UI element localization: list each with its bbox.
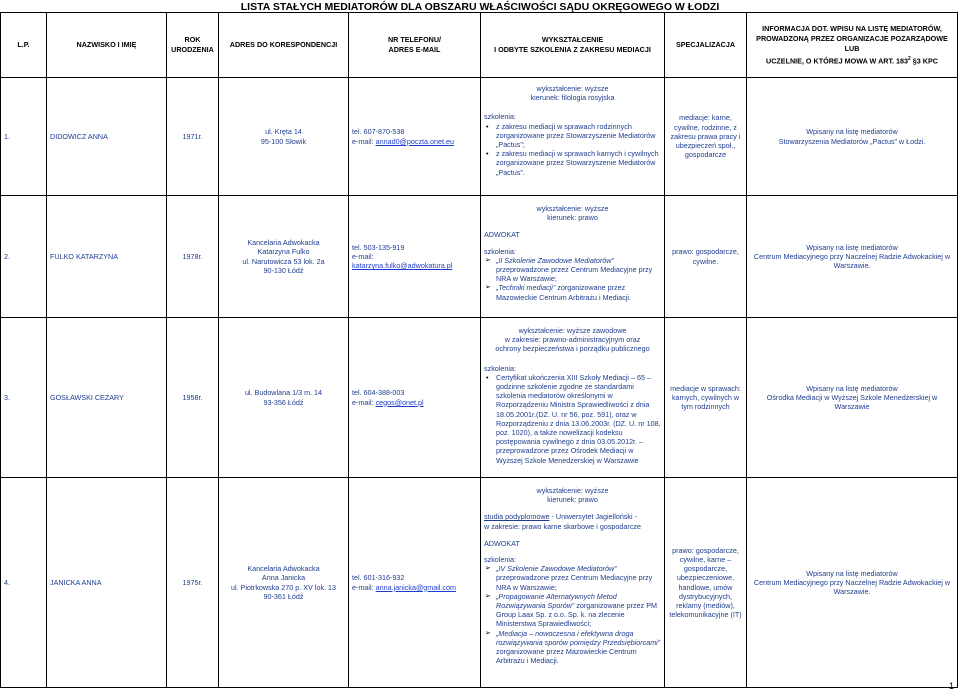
page-title: LISTA STAŁYCH MEDIATORÓW DLA OBSZARU WŁAŚCIWOŚCI SĄDU OKRĘGOWEGO W ŁODZI (240, 1, 720, 13)
header-address: ADRES DO KORESPONDENCJI (219, 13, 349, 78)
row-specialization: mediacje: karne, cywilne, rodzinne, z zakresu prawa pracy i ubezpieczeń społ., gospodarcze (665, 78, 747, 196)
row-specialization: mediacje w sprawach: karnych, cywilnych w tym rodzinnych (665, 318, 747, 478)
header-education: WYKSZTAŁCENIE I ODBYTE SZKOLENIA Z ZAKRESU MEDIACJI (481, 13, 665, 78)
row-lp: 4. (1, 478, 47, 688)
table-row (1, 196, 958, 318)
row-name: GOSŁAWSKI CEZARY (47, 318, 167, 478)
row-address: ul. Budowlana 1/3 m. 14 93-356 Łódź (219, 318, 349, 478)
row-education: wykształcenie: wyższe kierunek: prawo ADWOKAT szkolenia: ➢ „II Szkolenie Zawodowe Mediatorów” przeprowadzone przez Centrum Mediacyjne przy NRA w Warszawie; ➢ „Techniki mediacji” zorganizowane przez Mazowieckie Centrum Arbitrażu i Mediacji. (481, 196, 665, 318)
table-row (1, 318, 958, 478)
row-education: wykształcenie: wyższe zawodowe w zakresie: prawno-administracyjnym oraz ochrony bezpieczeństwa i porządku publicznego szkolenia: • Certyfikat ukończenia XIII Szkoły Mediacji – 65 – godzinne szkolenie zgodne ze standardami szkolenia mediatorów określonymi w Rozporządzeniu Ministra Sprawiedliwości z dnia 18.05.2001r.(DZ. U. nr 56, poz. 591), oraz w Rozporządzeniu z dnia 13.06.2003r. (DZ. U. nr 108, poz. 1020), a także nowelizacji kodeksu postępowania cywilnego z dnia 03.05.2012r. – przeprowadzone przez Ośrodek Mediacji w Wyższej Szkole Menedżerskiej w Warszawie (481, 318, 665, 478)
email-link[interactable]: katarzyna.fulko@adwokatura.pl (352, 261, 453, 271)
row-info: Wpisany na listę mediatorów Ośrodka Mediacji w Wyższej Szkole Menedżerskiej w Warszawie (747, 318, 958, 478)
header-phone: NR TELEFONU/ ADRES E-MAIL (349, 13, 481, 78)
row-lp: 2. (1, 196, 47, 318)
row-lp: 3. (1, 318, 47, 478)
row-education: wykształcenie: wyższe kierunek: filologia rosyjska szkolenia: • z zakresu mediacji w sprawach rodzinnych zorganizowane przez Stowarzyszenie Mediatorów „Pactus”; • z zakresu mediacji w sprawach karnych i cywilnych zorganizowane przez Stowarzyszenie Mediatorów „Pactus”. (481, 78, 665, 196)
table-row (1, 78, 958, 196)
email-link[interactable]: anna.janicka@gmail.com (375, 582, 456, 592)
row-education: wykształcenie: wyższe kierunek: prawo studia podyplomowe - Uniwersytet Jagielloński - w zakresie: prawo karne skarbowe i gospodarcze ADWOKAT szkolenia: ➢ „IV Szkolenie Zawodowe Mediatorów” przeprowadzone przez Centrum Mediacyjne przy NRA w Warszawie; ➢ „Propagowanie Alternatywnych Metod Rozwiązywania Sporów” zorganizowane przez PM Group Laax Sp. z o.o. Sp. k. na zlecenie Ministerstwa Sprawiedliwości; ➢ „Mediacja – nowoczesna i efektywna droga rozwiązywania sporów pomiędzy Przedsiębiorcami” zorganizowane przez Mazowieckie Centrum Arbitrażu i Mediacji. (481, 478, 665, 688)
header-name: NAZWISKO I IMIĘ (47, 13, 167, 78)
header-year: ROK URODZENIA (167, 13, 219, 78)
header-info: INFORMACJA DOT. WPISU NA LISTĘ MEDIATORÓW, PROWADZONĄ PRZEZ ORGANIZACJE POZARZĄDOWE LUB UCZELNIE, O KTÓREJ MOWA W ART. $183^2$ §3 KPC (747, 13, 958, 78)
header-lp: L.P. (1, 13, 47, 78)
row-contact: tel. 503-135-919 e-mail: katarzyna.fulko@adwokatura.pl (349, 196, 481, 318)
row-specialization: prawo: gospodarcze, cywilne. (665, 196, 747, 318)
row-year: 1958r. (167, 318, 219, 478)
email-link[interactable]: cegos@onet.pl (375, 397, 424, 407)
row-contact: tel. 604-388-003 e-mail: cegos@onet.pl (349, 318, 481, 478)
header-row (1, 13, 958, 78)
row-year: 1971r. (167, 78, 219, 196)
row-name: JANICKA ANNA (47, 478, 167, 688)
row-address: ul. Kręta 14 95-100 Słowik (219, 78, 349, 196)
row-contact: tel. 601-316-932 e-mail: anna.janicka@gmail.com (349, 478, 481, 688)
row-info: Wpisany na listę mediatorów Centrum Mediacyjnego przy Naczelnej Radzie Adwokackiej w Warszawie. (747, 196, 958, 318)
row-contact: tel. 607-870-538 e-mail: annad0@poczta.onet.eu (349, 78, 481, 196)
row-name: FULKO KATARZYNA (47, 196, 167, 318)
row-info: Wpisany na listę mediatorów Stowarzyszenia Mediatorów „Pactus” w Łodzi. (747, 78, 958, 196)
row-address: Kancelaria Adwokacka Anna Janicka ul. Piotrkowska 270 p. XV lok. 13 90-361 Łódź (219, 478, 349, 688)
row-lp: 1. (1, 78, 47, 196)
email-link[interactable]: annad0@poczta.onet.eu (375, 136, 455, 146)
table-row (1, 478, 958, 688)
row-name: DIDOWICZ ANNA (47, 78, 167, 196)
header-specialization: SPECJALIZACJA (665, 13, 747, 78)
row-year: 1975r. (167, 478, 219, 688)
row-address: Kancelaria Adwokacka Katarzyna Fulko ul. Narutowicza 53 lok. 2a 90-130 Łódź (219, 196, 349, 318)
row-specialization: prawo: gospodarcze, cywilne, karne – gospodarcze, ubezpieczeniowe, handlowe, umów dystrybucyjnych, reklamy (mediów), telekomunikacyjne (IT) (665, 478, 747, 688)
mediators-table (0, 12, 958, 688)
row-year: 1978r. (167, 196, 219, 318)
page-number: 1 (948, 681, 954, 691)
row-info: Wpisany na listę mediatorów Centrum Mediacyjnego przy Naczelnej Radzie Adwokackiej w Warszawie. (747, 478, 958, 688)
